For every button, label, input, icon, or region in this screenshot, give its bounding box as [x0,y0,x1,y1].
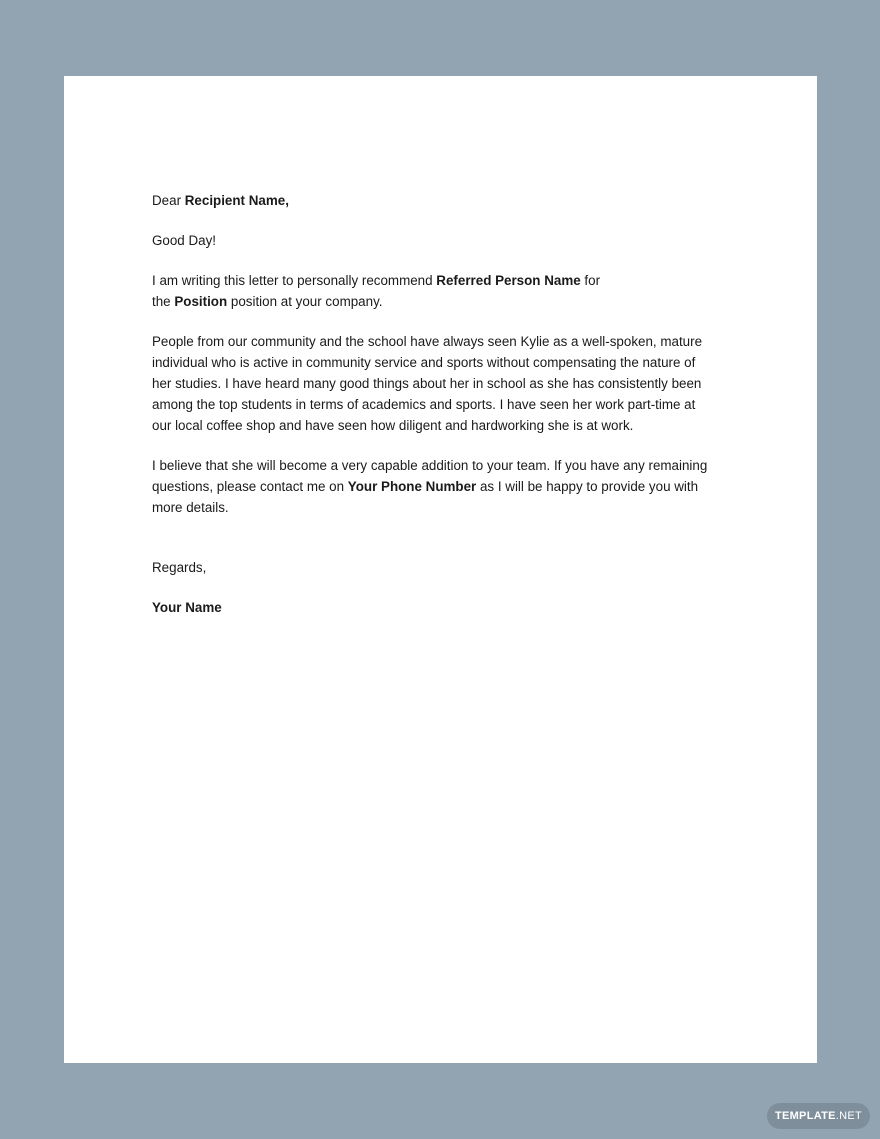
letter-body [152,190,732,618]
letter-page [64,76,817,1063]
paragraph-description: People from our community and the school have always seen Kylie as a well-spoken, mature individual who is active in community service and sports without compensating the nature of her studies. I have heard many good things about her in school as she has consistently been among the top students in terms of academics and sports. I have seen her work part-time at our local coffee shop and have seen how diligent and hardworking she is at work. [152,334,703,433]
template-net-watermark: TEMPLATE .NET [767,1103,870,1129]
position-name: Position [174,294,228,309]
paragraph-recommendation: I am writing this letter to personally recommend Referred Person Name for the Position position at your company. [152,273,601,309]
closing: Regards, [152,560,207,575]
recipient-name: Recipient Name [184,193,286,208]
referred-person-name: Referred Person Name [436,273,581,288]
signature: Your Name [152,600,222,615]
phone-number: Your Phone Number [347,479,477,494]
greeting: Good Day! [152,233,217,248]
paragraph-contact: I believe that she will become a very capable addition to your team. If you have any remaining questions, please contact me on Your Phone Number as I will be happy to provide you with more details. [152,458,708,515]
salutation: Dear Recipient Name, [152,193,289,208]
